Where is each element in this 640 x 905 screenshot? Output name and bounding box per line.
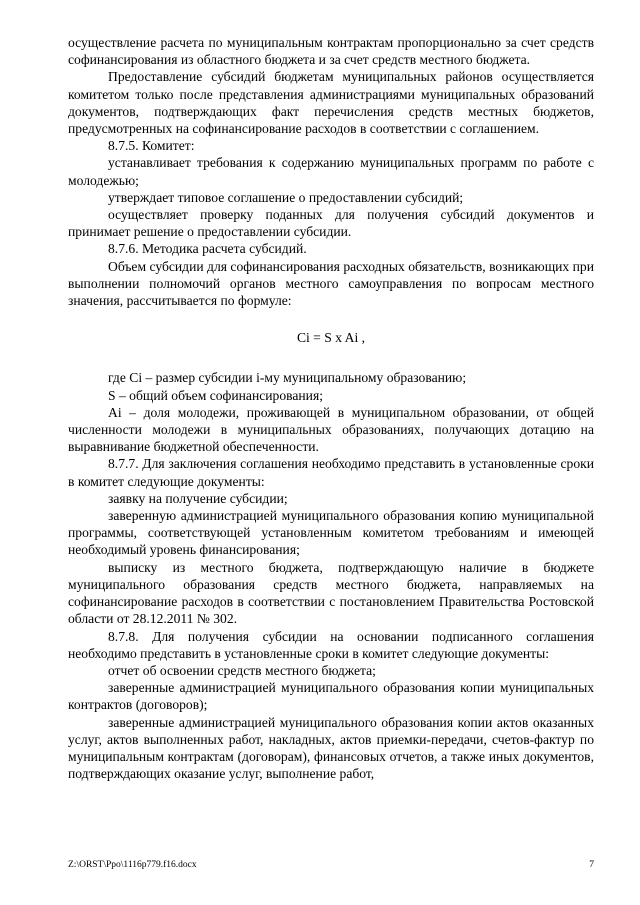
list-item: отчет об освоении средств местного бюджета; (108, 662, 376, 678)
section-heading: 8.7.8. Для получения субсидии на основании подписанного соглашения необходимо представить в установленные сроки в комитет следующие документы: (68, 628, 594, 661)
paragraph: осуществление расчета по муниципальным контрактам пропорционально за счет средств софинансирования из областного бюджета и за счет средств местного бюджета. (68, 35, 594, 68)
definition-item: S – общий объем софинансирования; (108, 387, 323, 403)
list-item: заявку на получение субсидии; (108, 490, 288, 506)
section-heading: 8.7.6. Методика расчета субсидий. (108, 241, 307, 257)
formula: Ci = S x Ai , (296, 330, 366, 346)
list-item: осуществляет проверку поданных для получения субсидий документов и принимает решение о предоставлении субсидии. (68, 207, 594, 240)
document-body-before-formula (68, 34, 594, 309)
page-number: 7 (589, 860, 594, 870)
paragraph: Предоставление субсидий бюджетам муниципальных районов осуществляется комитетом только после представления администрациями муниципальных образований документов, подтверждающих факт перечисления средств местных бюджетов, предусмотренных на софинансирование расходов в соответствии с соглашением. (68, 69, 594, 137)
list-item: выписку из местного бюджета, подтверждающую наличие в бюджете муниципального образования средств местного бюджета, направляемых на софинансирование расходов в соответствии с постановлением Правительства Ростовской области от 28.12.2011 № 302. (68, 559, 594, 627)
list-item: устанавливает требования к содержанию муниципальных программ по работе с молодежью; (68, 155, 594, 188)
document-page (68, 34, 594, 782)
list-item: заверенные администрацией муниципального образования копии муниципальных контрактов (договоров); (68, 680, 594, 713)
file-path: Z:\ORST\Ppo\1116p779.f16.docx (68, 860, 197, 870)
list-item: заверенную администрацией муниципального образования копию муниципальной программы, соответствующей установленным комитетом требованиям и имеющей необходимый уровень финансирования; (68, 508, 594, 558)
document-body-after-formula (68, 369, 594, 782)
section-heading: 8.7.5. Комитет: (108, 138, 195, 154)
definition-item: где Ci – размер субсидии i-му муниципальному образованию; (108, 370, 467, 386)
definition-item: Ai – доля молодежи, проживающей в муниципальном образовании, от общей численности молодежи в муниципальных образованиях, получающих дотацию на выравнивание бюджетной обеспеченности. (68, 404, 594, 455)
list-item: заверенные администрацией муниципального образования копии актов оказанных услуг, актов выполненных работ, накладных, актов приемки-передачи, счетов-фактур по муниципальным контрактам (договорам), финансовых отчетов, а также иных документов, подтверждающих оказание услуг, выполнение работ, (68, 714, 594, 782)
list-item: утверждает типовое соглашение о предоставлении субсидий; (108, 189, 464, 205)
paragraph: Объем субсидии для софинансирования расходных обязательств, возникающих при выполнении полномочий органов местного самоуправления по вопросам местного значения, рассчитывается по формуле: (68, 258, 594, 309)
section-heading: 8.7.7. Для заключения соглашения необходимо представить в установленные сроки в комитет следующие документы: (68, 456, 594, 489)
